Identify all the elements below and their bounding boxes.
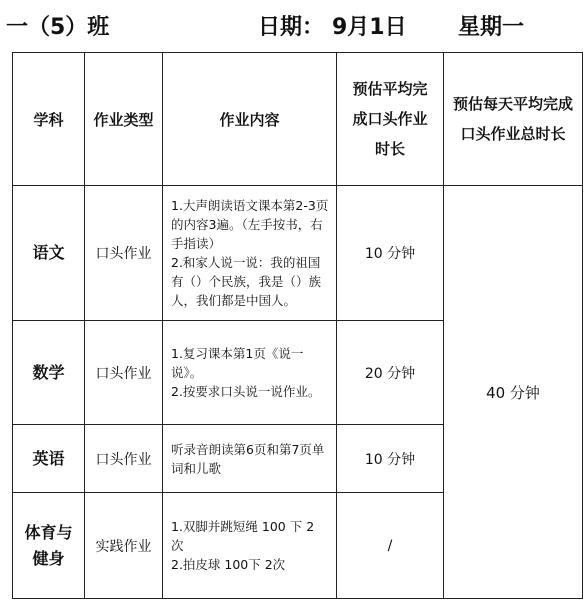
duration-cell: /: [337, 493, 444, 599]
weekday: 星期一: [458, 15, 525, 40]
type-cell: 口头作业: [85, 321, 163, 425]
content-line: 2.和家人说一说：我的祖国有（）个民族，我是（）族人，我们都是中国人。: [171, 255, 322, 308]
header-daily-total-line: 口头作业总时长: [460, 125, 566, 143]
header-daily-total: [444, 53, 583, 186]
content-line: 听录音朗读第6页和第7页单词和儿歌: [171, 441, 325, 476]
table-header-row: [13, 53, 583, 186]
header-content: 作业内容: [163, 53, 337, 186]
type-cell: 口头作业: [85, 186, 163, 321]
content-line: 1.大声朗读语文课本第2-3页的内容3遍。（左手按书，右手指读）: [171, 198, 329, 251]
header-daily-total-line: 预估每天平均完成: [452, 95, 573, 113]
content-line: 2.拍皮球 100下 2次: [171, 557, 286, 572]
subject-cell: 数学: [13, 321, 85, 425]
homework-table: [12, 52, 583, 599]
duration-cell: 10 分钟: [337, 186, 444, 321]
subject-cell: [13, 493, 85, 599]
header-type: 作业类型: [85, 53, 163, 186]
type-cell: 实践作业: [85, 493, 163, 599]
content-cell: [163, 493, 337, 599]
content-cell: [163, 425, 337, 493]
content-line: 1.复习课本第1页《说一说》。: [171, 346, 304, 380]
header-avg-time-line: 成口头作业: [352, 110, 428, 128]
class-name: 一（5）班: [6, 15, 110, 40]
page-header: [0, 0, 587, 48]
content-cell: [163, 321, 337, 425]
table-row: [13, 186, 583, 321]
subject-cell: 语文: [13, 186, 85, 321]
header-subject: 学科: [13, 53, 85, 186]
date-value: 9月1日: [332, 15, 407, 40]
header-avg-time-line: 时长: [374, 140, 405, 158]
header-avg-time-line: 预估平均完: [352, 80, 428, 98]
header-avg-time: [337, 53, 444, 186]
duration-cell: 20 分钟: [337, 321, 444, 425]
type-cell: 口头作业: [85, 425, 163, 493]
subject-cell: 英语: [13, 425, 85, 493]
daily-total-cell: 40 分钟: [444, 186, 583, 599]
subject-line: 体育与: [24, 522, 73, 542]
content-cell: [163, 186, 337, 321]
date-label: 日期：: [258, 15, 325, 40]
content-line: 2.按要求口头说一说作业。: [171, 384, 321, 399]
subject-line: 健身: [32, 548, 65, 568]
content-line: 1.双脚并跳短绳 100 下 2 次: [171, 519, 315, 553]
duration-cell: 10 分钟: [337, 425, 444, 493]
